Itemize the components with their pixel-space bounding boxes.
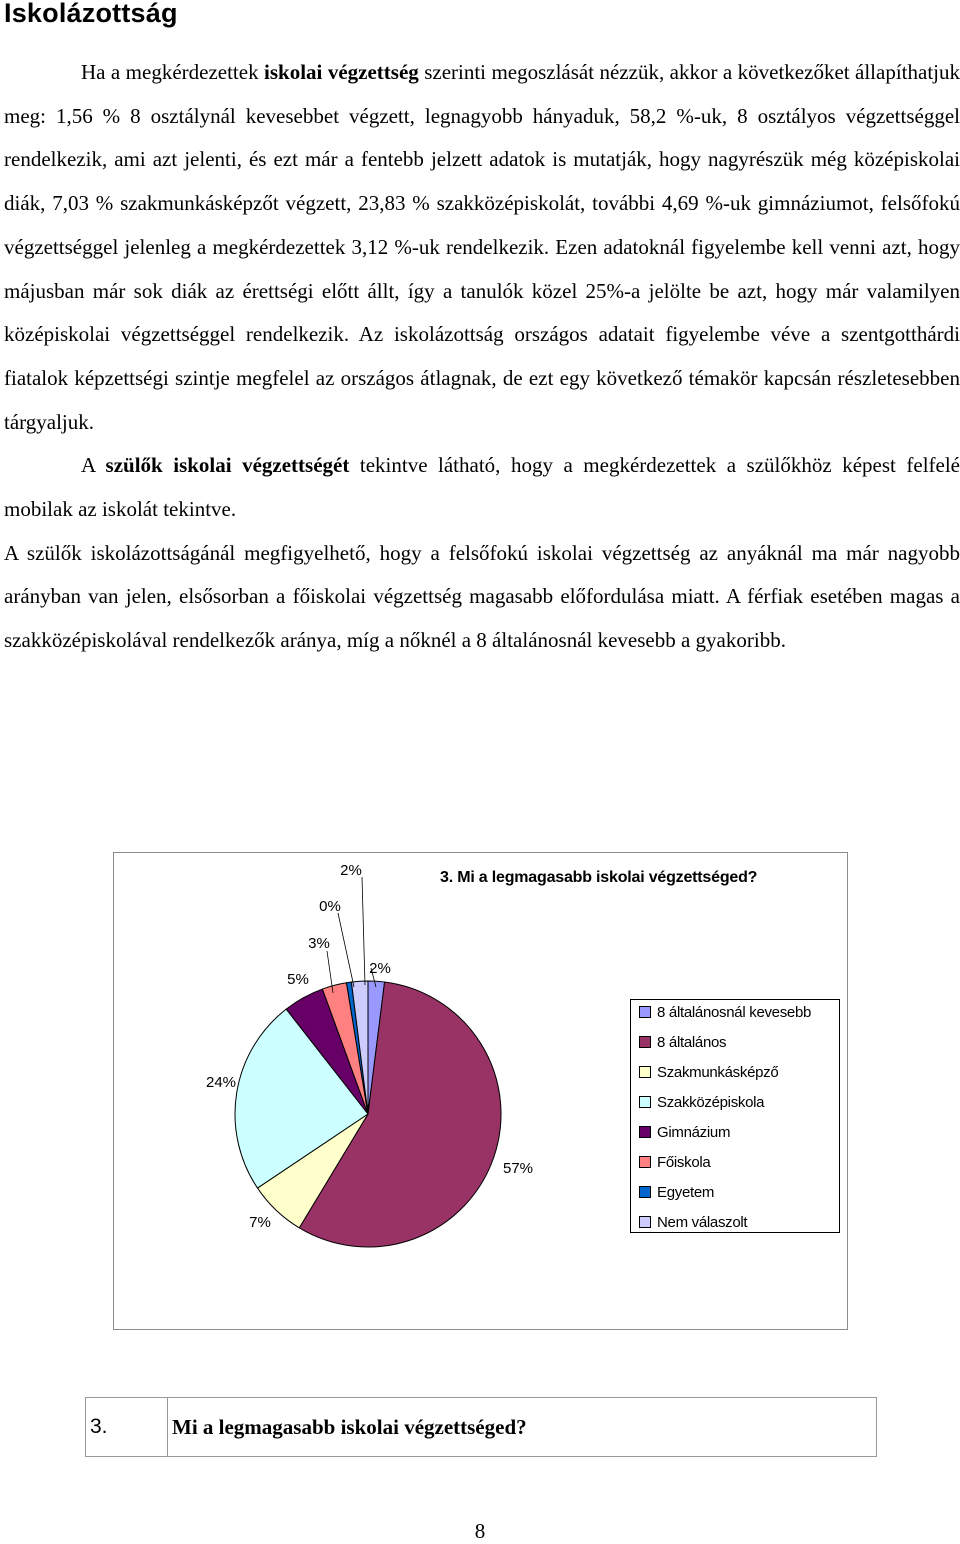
leader-line — [338, 913, 354, 987]
pie-chart — [113, 852, 848, 1330]
legend-item — [639, 1182, 714, 1202]
data-label: 57% — [502, 1159, 534, 1177]
data-label: 2% — [369, 959, 391, 977]
legend-item — [639, 1002, 811, 1022]
data-label: 2% — [340, 861, 362, 879]
legend-swatch — [639, 1156, 651, 1168]
paragraph-education-bold: iskolai végzettség — [264, 60, 419, 84]
paragraph-parents-detail: A szülők iskolázottságánál megfigyelhető, hogy a felsőfokú iskolai végzettség az anyáknál ma már nagyobb arányban van jelen, elsősorban a főiskolai végzettség magasabb előfordulása miatt. A férfiak esetében magas a szakközépiskolával rendelkezők aránya, míg a nőknél a 8 általánosnál kevesebb a gyakoribb. — [4, 540, 960, 653]
data-label: 3% — [308, 934, 330, 952]
legend-swatch — [639, 1126, 651, 1138]
paragraph-parents-bold: szülők iskolai végzettségét — [105, 453, 350, 478]
paragraph-parents — [4, 444, 960, 531]
legend-item — [639, 1122, 730, 1142]
legend-item — [639, 1062, 778, 1082]
legend-item — [639, 1212, 747, 1232]
legend-label: 8 általános — [657, 1033, 727, 1051]
legend-swatch — [639, 1216, 651, 1228]
paragraph-education — [4, 51, 960, 444]
data-label: 24% — [205, 1073, 237, 1091]
question-number: 3. — [86, 1398, 168, 1457]
page-number: 8 — [474, 1519, 486, 1543]
chart-legend — [630, 999, 840, 1233]
body-text — [4, 51, 960, 663]
legend-item — [639, 1092, 764, 1112]
legend-label: Szakmunkásképző — [657, 1063, 779, 1081]
question-text: Mi a legmagasabb iskolai végzettséged? — [168, 1398, 877, 1457]
data-label: 7% — [249, 1213, 271, 1231]
legend-label: Nem válaszolt — [657, 1213, 748, 1231]
paragraph-parents-intro: A — [81, 453, 106, 478]
legend-item — [639, 1032, 726, 1052]
legend-label: 8 általánosnál kevesebb — [657, 1003, 812, 1021]
paragraph-education-intro: Ha a megkérdezettek — [81, 60, 265, 84]
legend-swatch — [639, 1006, 651, 1018]
data-label: 0% — [319, 897, 341, 915]
leader-line — [362, 877, 365, 985]
chart-title: 3. Mi a legmagasabb iskolai végzettséged? — [440, 869, 758, 886]
legend-swatch — [639, 1036, 651, 1048]
paragraph-parents-rest: tekintve látható, hogy a megkérdezettek a szülőkhöz képest felfelé mobilak az iskolát tekintve. — [4, 453, 960, 522]
legend-label: Gimnázium — [657, 1123, 731, 1141]
legend-label: Főiskola — [657, 1153, 711, 1171]
legend-swatch — [639, 1066, 651, 1078]
legend-swatch — [639, 1096, 651, 1108]
paragraph-education-rest: szerinti megoszlását nézzük, akkor a következőket állapíthatjuk meg: 1,56 % 8 osztálynál kevesebbet végzett, legnagyobb hányaduk, 58,2 %-uk, 8 osztályos végzettséggel rendelkezik, ami azt jelenti, és ezt már a fentebb jelzett adatok is mutatják, hogy nagyrészük még középiskolai diák, 7,03 % szakmunkásképzőt végzett, 23,83 % szakközépiskolát, további 4,69 %-uk gimnáziumot, felsőfokú végzettséggel jelenleg a megkérdezettek 3,12 %-uk rendelkezik. Ezen adatoknál figyelembe kell venni azt, hogy májusban már sok diák az érettségi előtt állt, így a tanulók közel 25%-a jelölte be azt, hogy már valamilyen középiskolai végzettséggel rendelkezik. Az iskolázottság országos adatait figyelembe véve a szentgotthárdi fiatalok képzettségi szintje megfelel az országos átlagnak, de ezt egy következő témakör kapcsán részletesebben tárgyaljuk. — [4, 60, 960, 434]
question-table — [85, 1397, 877, 1457]
legend-item — [639, 1152, 710, 1172]
data-label: 5% — [287, 970, 309, 988]
legend-label: Szakközépiskola — [657, 1093, 765, 1111]
legend-swatch — [639, 1186, 651, 1198]
page-title: Iskolázottság — [4, 0, 178, 28]
legend-label: Egyetem — [657, 1183, 715, 1201]
question-row — [86, 1398, 877, 1457]
